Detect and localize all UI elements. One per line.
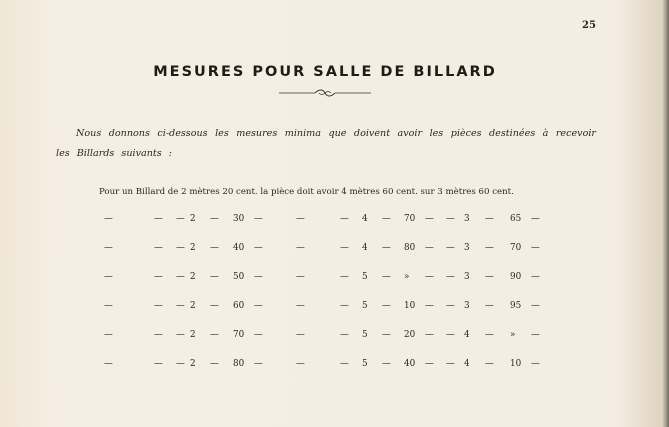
table-cell: —	[154, 359, 163, 369]
table-cell: —	[254, 301, 263, 311]
table-cell: —	[425, 214, 434, 224]
table-cell: 4	[362, 214, 368, 224]
table-cell: —	[104, 301, 113, 311]
table-cell: —	[485, 301, 494, 311]
page-number: 25	[582, 20, 596, 31]
table-cell: 2	[190, 243, 196, 253]
table-cell: 60	[233, 301, 245, 311]
table-cell: 5	[362, 359, 368, 369]
table-row	[0, 243, 669, 257]
table-row	[0, 272, 669, 286]
table-cell: 70	[233, 330, 245, 340]
table-cell: 5	[362, 272, 368, 282]
table-cell: 10	[404, 301, 416, 311]
table-cell: 2	[190, 301, 196, 311]
table-cell: 50	[233, 272, 245, 282]
table-cell: 40	[404, 359, 416, 369]
intro-paragraph: Nous donnons ci-dessous les mesures minima que doivent avoir les pièces destinées à recevoir les Billards suivants :	[56, 128, 596, 159]
table-cell: 80	[404, 243, 416, 253]
table-cell: —	[340, 330, 349, 340]
table-cell: —	[154, 243, 163, 253]
table-cell: 2	[190, 359, 196, 369]
table-cell: —	[154, 272, 163, 282]
table-cell: —	[531, 272, 540, 282]
table-cell: —	[210, 359, 219, 369]
table-cell: 90	[510, 272, 522, 282]
table-cell: 2	[190, 330, 196, 340]
table-cell: —	[104, 330, 113, 340]
table-cell: —	[104, 359, 113, 369]
table-cell: —	[382, 301, 391, 311]
table-cell: —	[340, 243, 349, 253]
table-cell: —	[176, 272, 185, 282]
table-cell: —	[154, 301, 163, 311]
table-cell: —	[296, 243, 305, 253]
table-cell: —	[446, 243, 455, 253]
table-cell: —	[296, 214, 305, 224]
table-cell: —	[485, 359, 494, 369]
table-cell: —	[446, 301, 455, 311]
table-cell: 4	[464, 359, 470, 369]
table-cell: —	[296, 359, 305, 369]
table-cell: —	[254, 214, 263, 224]
table-cell: —	[382, 272, 391, 282]
table-cell: —	[382, 359, 391, 369]
table-cell: —	[531, 301, 540, 311]
table-cell: —	[425, 301, 434, 311]
table-cell: 65	[510, 214, 522, 224]
table-cell: 40	[233, 243, 245, 253]
table-cell: —	[425, 272, 434, 282]
table-cell: —	[296, 272, 305, 282]
first-measure-line: Pour un Billard de 2 mètres 20 cent. la pièce doit avoir 4 mètres 60 cent. sur 3 mètres 60 cent.	[99, 187, 514, 197]
table-cell: —	[425, 243, 434, 253]
table-cell: 20	[404, 330, 416, 340]
table-row	[0, 301, 669, 315]
table-cell: —	[296, 301, 305, 311]
table-cell: 3	[464, 243, 470, 253]
table-cell: —	[210, 272, 219, 282]
table-cell: 70	[404, 214, 416, 224]
table-cell: 10	[510, 359, 522, 369]
table-cell: —	[531, 330, 540, 340]
table-cell: —	[254, 330, 263, 340]
table-cell: —	[485, 243, 494, 253]
table-cell: 4	[464, 330, 470, 340]
table-cell: »	[510, 330, 516, 340]
table-cell: —	[531, 359, 540, 369]
table-cell: —	[425, 330, 434, 340]
table-cell: —	[340, 214, 349, 224]
table-cell: 3	[464, 272, 470, 282]
table-cell: —	[254, 359, 263, 369]
title-ornament	[279, 86, 371, 100]
table-cell: »	[404, 272, 410, 282]
table-cell: —	[154, 330, 163, 340]
table-cell: —	[531, 243, 540, 253]
table-cell: —	[176, 301, 185, 311]
table-cell: —	[154, 214, 163, 224]
table-cell: —	[531, 214, 540, 224]
table-cell: —	[210, 243, 219, 253]
table-cell: —	[340, 359, 349, 369]
table-cell: 70	[510, 243, 522, 253]
table-cell: 5	[362, 301, 368, 311]
table-cell: —	[104, 243, 113, 253]
table-cell: —	[340, 301, 349, 311]
table-cell: —	[485, 272, 494, 282]
table-cell: —	[254, 243, 263, 253]
table-cell: —	[382, 243, 391, 253]
table-cell: —	[446, 330, 455, 340]
page-title: MESURES POUR SALLE DE BILLARD	[153, 64, 497, 80]
table-cell: —	[425, 359, 434, 369]
table-cell: —	[210, 330, 219, 340]
table-cell: 2	[190, 272, 196, 282]
table-cell: —	[176, 330, 185, 340]
table-cell: —	[446, 214, 455, 224]
table-cell: —	[446, 359, 455, 369]
table-cell: —	[382, 330, 391, 340]
table-row	[0, 359, 669, 373]
table-cell: —	[176, 214, 185, 224]
table-row	[0, 330, 669, 344]
table-cell: —	[296, 330, 305, 340]
table-cell: 5	[362, 330, 368, 340]
table-cell: 80	[233, 359, 245, 369]
table-cell: —	[340, 272, 349, 282]
table-cell: 95	[510, 301, 522, 311]
table-cell: —	[382, 214, 391, 224]
table-cell: —	[176, 243, 185, 253]
table-cell: —	[446, 272, 455, 282]
table-cell: 3	[464, 214, 470, 224]
table-cell: —	[210, 214, 219, 224]
table-cell: 2	[190, 214, 196, 224]
table-cell: 3	[464, 301, 470, 311]
table-cell: —	[485, 330, 494, 340]
table-cell: —	[104, 214, 113, 224]
table-cell: —	[485, 214, 494, 224]
table-cell: —	[254, 272, 263, 282]
table-cell: —	[176, 359, 185, 369]
table-cell: —	[104, 272, 113, 282]
table-cell: 4	[362, 243, 368, 253]
table-cell: 30	[233, 214, 245, 224]
table-cell: —	[210, 301, 219, 311]
table-row	[0, 214, 669, 228]
